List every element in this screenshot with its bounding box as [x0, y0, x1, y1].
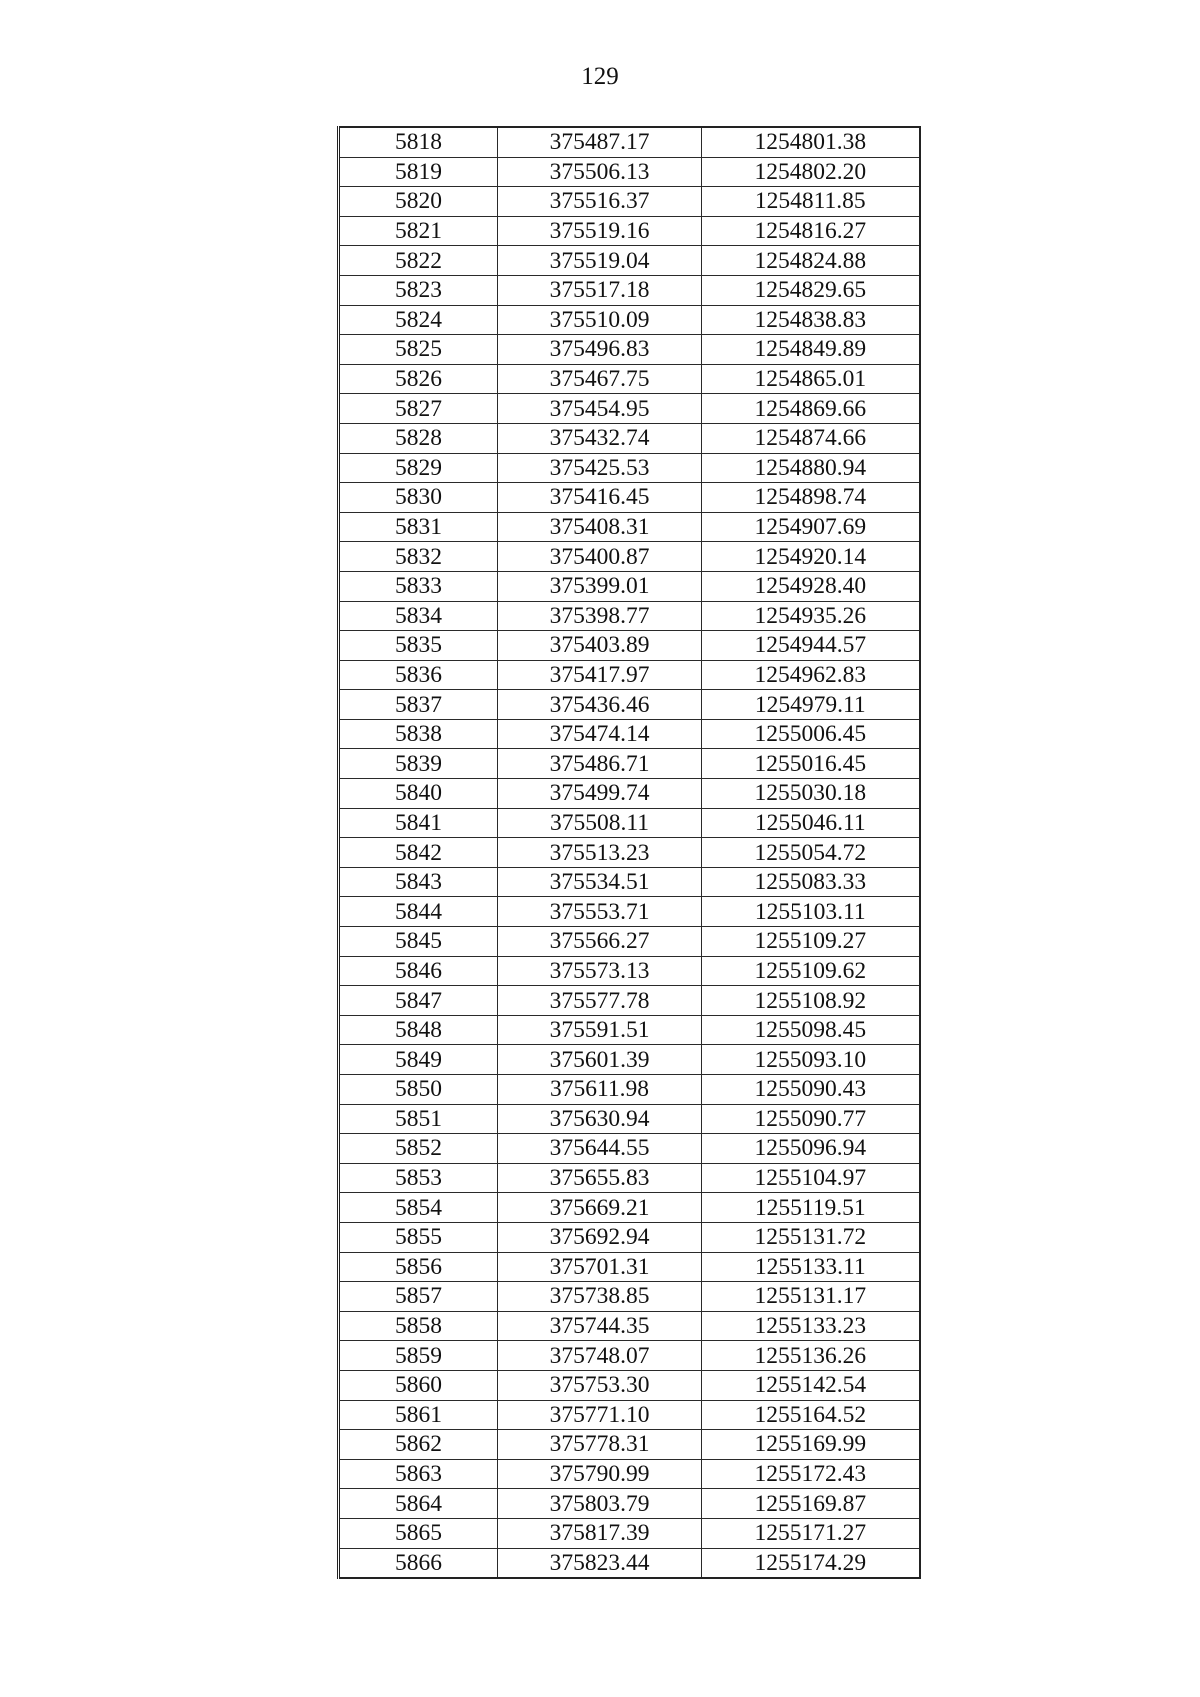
x-coordinate-cell: 375400.87	[498, 542, 702, 572]
x-coordinate-cell: 375508.11	[498, 808, 702, 838]
y-coordinate-cell: 1255108.92	[702, 986, 920, 1016]
point-number-cell: 5861	[339, 1400, 498, 1430]
x-coordinate-cell: 375566.27	[498, 927, 702, 957]
y-coordinate-cell: 1254824.88	[702, 246, 920, 276]
x-coordinate-cell: 375416.45	[498, 483, 702, 513]
point-number-cell: 5839	[339, 749, 498, 779]
point-number-cell: 5822	[339, 246, 498, 276]
point-number-cell: 5835	[339, 631, 498, 661]
table-row	[339, 483, 920, 513]
y-coordinate-cell: 1255098.45	[702, 1015, 920, 1045]
y-coordinate-cell: 1254865.01	[702, 364, 920, 394]
x-coordinate-cell: 375817.39	[498, 1518, 702, 1548]
y-coordinate-cell: 1255171.27	[702, 1518, 920, 1548]
table-row	[339, 749, 920, 779]
y-coordinate-cell: 1254920.14	[702, 542, 920, 572]
point-number-cell: 5829	[339, 453, 498, 483]
table-row	[339, 660, 920, 690]
y-coordinate-cell: 1255103.11	[702, 897, 920, 927]
y-coordinate-cell: 1255133.11	[702, 1252, 920, 1282]
x-coordinate-cell: 375744.35	[498, 1311, 702, 1341]
point-number-cell: 5836	[339, 660, 498, 690]
table-row	[339, 1282, 920, 1312]
x-coordinate-cell: 375573.13	[498, 956, 702, 986]
y-coordinate-cell: 1255169.87	[702, 1489, 920, 1519]
x-coordinate-cell: 375432.74	[498, 423, 702, 453]
x-coordinate-cell: 375748.07	[498, 1341, 702, 1371]
y-coordinate-cell: 1255109.27	[702, 927, 920, 957]
table-row	[339, 986, 920, 1016]
table-row	[339, 335, 920, 365]
y-coordinate-cell: 1255104.97	[702, 1163, 920, 1193]
y-coordinate-cell: 1255133.23	[702, 1311, 920, 1341]
y-coordinate-cell: 1255096.94	[702, 1134, 920, 1164]
table-row	[339, 423, 920, 453]
y-coordinate-cell: 1254874.66	[702, 423, 920, 453]
point-number-cell: 5843	[339, 867, 498, 897]
y-coordinate-cell: 1255131.72	[702, 1222, 920, 1252]
table-row	[339, 542, 920, 572]
y-coordinate-cell: 1255131.17	[702, 1282, 920, 1312]
point-number-cell: 5845	[339, 927, 498, 957]
x-coordinate-cell: 375771.10	[498, 1400, 702, 1430]
point-number-cell: 5863	[339, 1459, 498, 1489]
y-coordinate-cell: 1255046.11	[702, 808, 920, 838]
coordinates-table	[337, 126, 921, 1579]
y-coordinate-cell: 1255030.18	[702, 779, 920, 809]
y-coordinate-cell: 1255174.29	[702, 1548, 920, 1578]
point-number-cell: 5849	[339, 1045, 498, 1075]
y-coordinate-cell: 1254935.26	[702, 601, 920, 631]
table-row	[339, 157, 920, 187]
point-number-cell: 5853	[339, 1163, 498, 1193]
point-number-cell: 5834	[339, 601, 498, 631]
y-coordinate-cell: 1254802.20	[702, 157, 920, 187]
x-coordinate-cell: 375510.09	[498, 305, 702, 335]
x-coordinate-cell: 375467.75	[498, 364, 702, 394]
table-row	[339, 779, 920, 809]
point-number-cell: 5852	[339, 1134, 498, 1164]
x-coordinate-cell: 375601.39	[498, 1045, 702, 1075]
point-number-cell: 5854	[339, 1193, 498, 1223]
x-coordinate-cell: 375630.94	[498, 1104, 702, 1134]
point-number-cell: 5855	[339, 1222, 498, 1252]
table-row	[339, 1341, 920, 1371]
y-coordinate-cell: 1255109.62	[702, 956, 920, 986]
x-coordinate-cell: 375701.31	[498, 1252, 702, 1282]
table-row	[339, 1075, 920, 1105]
x-coordinate-cell: 375506.13	[498, 157, 702, 187]
table-row	[339, 867, 920, 897]
point-number-cell: 5866	[339, 1548, 498, 1578]
x-coordinate-cell: 375738.85	[498, 1282, 702, 1312]
point-number-cell: 5824	[339, 305, 498, 335]
point-number-cell: 5857	[339, 1282, 498, 1312]
table-row	[339, 631, 920, 661]
x-coordinate-cell: 375553.71	[498, 897, 702, 927]
y-coordinate-cell: 1255093.10	[702, 1045, 920, 1075]
point-number-cell: 5844	[339, 897, 498, 927]
point-number-cell: 5847	[339, 986, 498, 1016]
y-coordinate-cell: 1255090.77	[702, 1104, 920, 1134]
y-coordinate-cell: 1254898.74	[702, 483, 920, 513]
table-row	[339, 1370, 920, 1400]
table-row	[339, 838, 920, 868]
table-row	[339, 897, 920, 927]
point-number-cell: 5823	[339, 275, 498, 305]
table-row	[339, 601, 920, 631]
x-coordinate-cell: 375403.89	[498, 631, 702, 661]
table-row	[339, 956, 920, 986]
x-coordinate-cell: 375517.18	[498, 275, 702, 305]
x-coordinate-cell: 375454.95	[498, 394, 702, 424]
point-number-cell: 5842	[339, 838, 498, 868]
table-row	[339, 1015, 920, 1045]
table-row	[339, 216, 920, 246]
x-coordinate-cell: 375669.21	[498, 1193, 702, 1223]
y-coordinate-cell: 1254979.11	[702, 690, 920, 720]
y-coordinate-cell: 1255142.54	[702, 1370, 920, 1400]
x-coordinate-cell: 375534.51	[498, 867, 702, 897]
x-coordinate-cell: 375425.53	[498, 453, 702, 483]
point-number-cell: 5819	[339, 157, 498, 187]
y-coordinate-cell: 1254801.38	[702, 127, 920, 157]
table-row	[339, 690, 920, 720]
y-coordinate-cell: 1254838.83	[702, 305, 920, 335]
point-number-cell: 5858	[339, 1311, 498, 1341]
point-number-cell: 5826	[339, 364, 498, 394]
y-coordinate-cell: 1254849.89	[702, 335, 920, 365]
table-row	[339, 571, 920, 601]
table-row	[339, 1163, 920, 1193]
table-row	[339, 719, 920, 749]
x-coordinate-cell: 375436.46	[498, 690, 702, 720]
x-coordinate-cell: 375417.97	[498, 660, 702, 690]
table-row	[339, 1548, 920, 1578]
table-row	[339, 453, 920, 483]
x-coordinate-cell: 375577.78	[498, 986, 702, 1016]
point-number-cell: 5825	[339, 335, 498, 365]
y-coordinate-cell: 1255119.51	[702, 1193, 920, 1223]
point-number-cell: 5838	[339, 719, 498, 749]
table-row	[339, 246, 920, 276]
point-number-cell: 5856	[339, 1252, 498, 1282]
y-coordinate-cell: 1255136.26	[702, 1341, 920, 1371]
x-coordinate-cell: 375398.77	[498, 601, 702, 631]
x-coordinate-cell: 375823.44	[498, 1548, 702, 1578]
table-row	[339, 1518, 920, 1548]
table-row	[339, 394, 920, 424]
page-number: 129	[581, 63, 619, 90]
x-coordinate-cell: 375499.74	[498, 779, 702, 809]
x-coordinate-cell: 375753.30	[498, 1370, 702, 1400]
y-coordinate-cell: 1254829.65	[702, 275, 920, 305]
x-coordinate-cell: 375519.04	[498, 246, 702, 276]
point-number-cell: 5851	[339, 1104, 498, 1134]
table-row	[339, 1459, 920, 1489]
x-coordinate-cell: 375408.31	[498, 512, 702, 542]
y-coordinate-cell: 1254962.83	[702, 660, 920, 690]
x-coordinate-cell: 375487.17	[498, 127, 702, 157]
x-coordinate-cell: 375655.83	[498, 1163, 702, 1193]
point-number-cell: 5828	[339, 423, 498, 453]
table-row	[339, 808, 920, 838]
y-coordinate-cell: 1255169.99	[702, 1430, 920, 1460]
point-number-cell: 5841	[339, 808, 498, 838]
point-number-cell: 5833	[339, 571, 498, 601]
table-row	[339, 1400, 920, 1430]
y-coordinate-cell: 1254811.85	[702, 187, 920, 217]
x-coordinate-cell: 375486.71	[498, 749, 702, 779]
point-number-cell: 5860	[339, 1370, 498, 1400]
point-number-cell: 5859	[339, 1341, 498, 1371]
table-row	[339, 1311, 920, 1341]
y-coordinate-cell: 1254880.94	[702, 453, 920, 483]
x-coordinate-cell: 375496.83	[498, 335, 702, 365]
x-coordinate-cell: 375399.01	[498, 571, 702, 601]
table-row	[339, 1193, 920, 1223]
x-coordinate-cell: 375513.23	[498, 838, 702, 868]
x-coordinate-cell: 375644.55	[498, 1134, 702, 1164]
y-coordinate-cell: 1254869.66	[702, 394, 920, 424]
y-coordinate-cell: 1254816.27	[702, 216, 920, 246]
table-row	[339, 305, 920, 335]
table-row	[339, 127, 920, 157]
point-number-cell: 5840	[339, 779, 498, 809]
point-number-cell: 5846	[339, 956, 498, 986]
x-coordinate-cell: 375692.94	[498, 1222, 702, 1252]
x-coordinate-cell: 375474.14	[498, 719, 702, 749]
point-number-cell: 5862	[339, 1430, 498, 1460]
point-number-cell: 5864	[339, 1489, 498, 1519]
point-number-cell: 5832	[339, 542, 498, 572]
x-coordinate-cell: 375611.98	[498, 1075, 702, 1105]
table-row	[339, 187, 920, 217]
y-coordinate-cell: 1255083.33	[702, 867, 920, 897]
table-row	[339, 1430, 920, 1460]
point-number-cell: 5837	[339, 690, 498, 720]
y-coordinate-cell: 1255054.72	[702, 838, 920, 868]
point-number-cell: 5865	[339, 1518, 498, 1548]
x-coordinate-cell: 375591.51	[498, 1015, 702, 1045]
table-row	[339, 275, 920, 305]
point-number-cell: 5818	[339, 127, 498, 157]
table-body	[339, 127, 920, 1578]
point-number-cell: 5831	[339, 512, 498, 542]
table-row	[339, 1104, 920, 1134]
y-coordinate-cell: 1255090.43	[702, 1075, 920, 1105]
x-coordinate-cell: 375778.31	[498, 1430, 702, 1460]
table-row	[339, 1222, 920, 1252]
point-number-cell: 5821	[339, 216, 498, 246]
point-number-cell: 5827	[339, 394, 498, 424]
point-number-cell: 5848	[339, 1015, 498, 1045]
y-coordinate-cell: 1254944.57	[702, 631, 920, 661]
table-row	[339, 364, 920, 394]
y-coordinate-cell: 1254928.40	[702, 571, 920, 601]
point-number-cell: 5820	[339, 187, 498, 217]
table-row	[339, 927, 920, 957]
y-coordinate-cell: 1255006.45	[702, 719, 920, 749]
x-coordinate-cell: 375790.99	[498, 1459, 702, 1489]
x-coordinate-cell: 375803.79	[498, 1489, 702, 1519]
table-row	[339, 1489, 920, 1519]
x-coordinate-cell: 375519.16	[498, 216, 702, 246]
point-number-cell: 5850	[339, 1075, 498, 1105]
table-row	[339, 512, 920, 542]
table-row	[339, 1252, 920, 1282]
y-coordinate-cell: 1254907.69	[702, 512, 920, 542]
table-row	[339, 1134, 920, 1164]
point-number-cell: 5830	[339, 483, 498, 513]
x-coordinate-cell: 375516.37	[498, 187, 702, 217]
y-coordinate-cell: 1255164.52	[702, 1400, 920, 1430]
y-coordinate-cell: 1255016.45	[702, 749, 920, 779]
y-coordinate-cell: 1255172.43	[702, 1459, 920, 1489]
table-row	[339, 1045, 920, 1075]
